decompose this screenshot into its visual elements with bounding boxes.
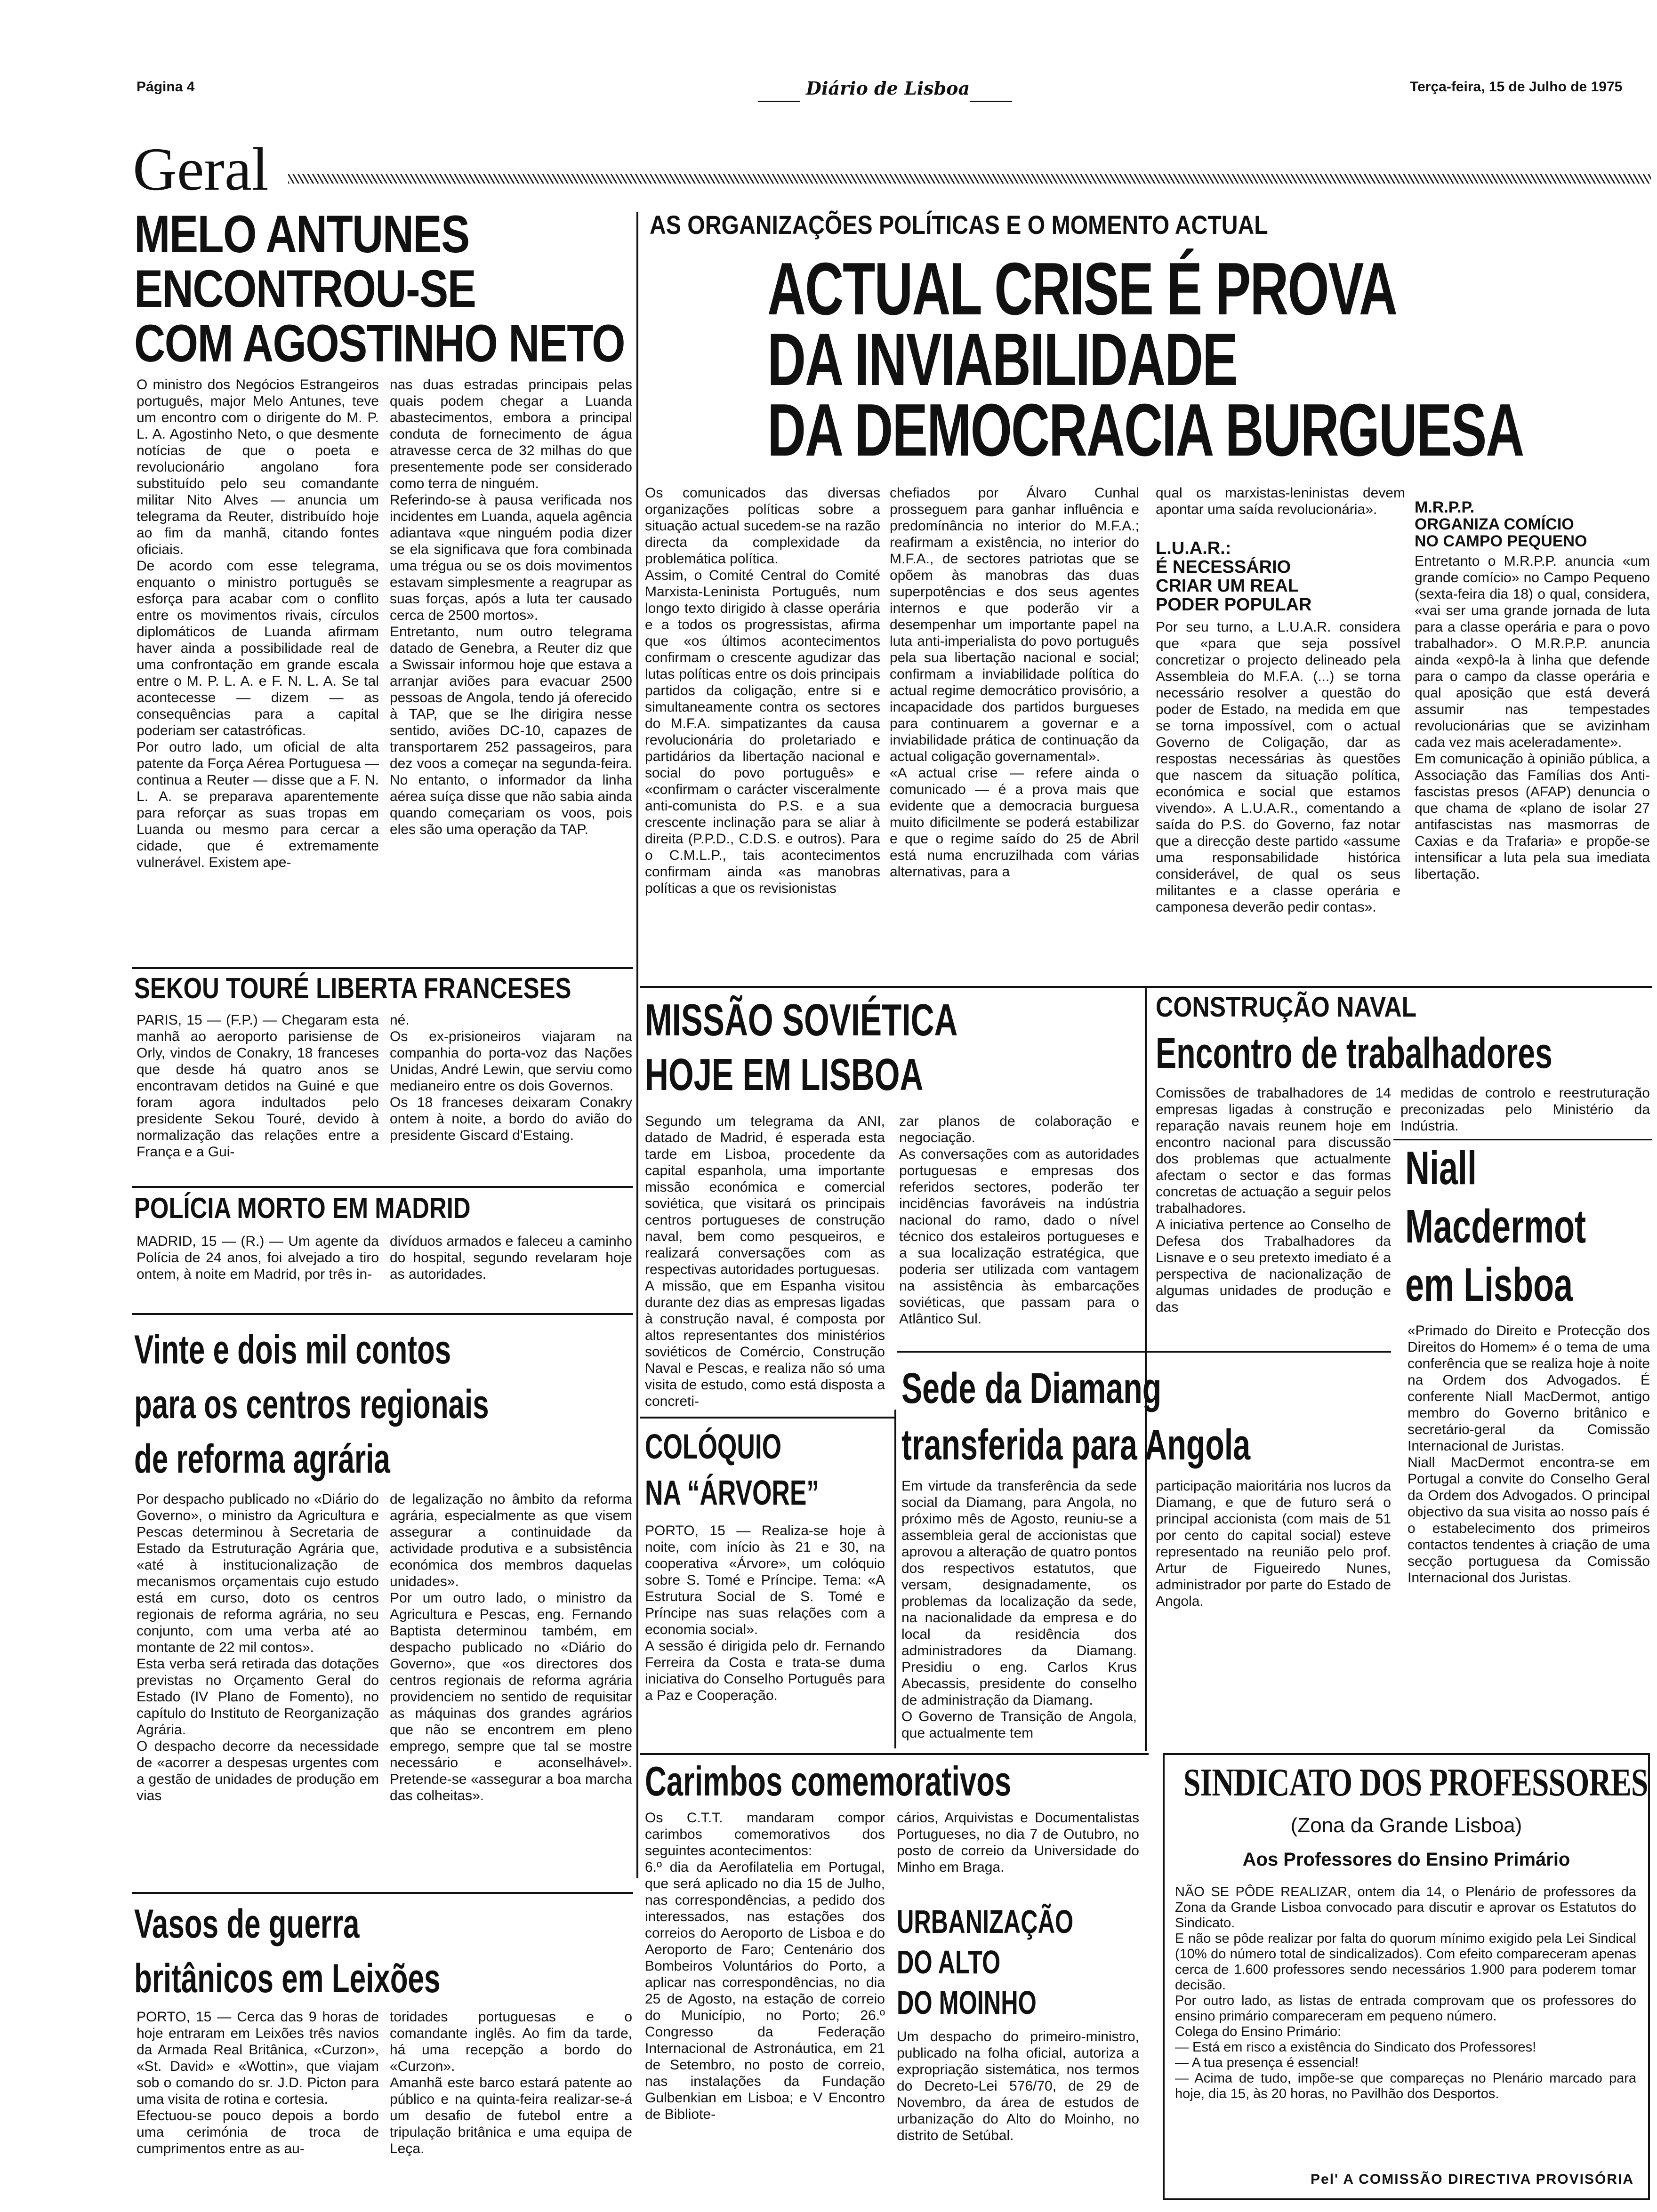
diamang-col2: participação maioritária nos lucros da Diamang, e que de futuro será o principal accionista (com mais de 51 por cento do capital social) esteve representado na reunião pelo prof. Artur de Figueiredo Nunes, administrador por parte do Estado de Angola.: [1156, 1478, 1391, 1609]
sindicato-subtitle2: Aos Professores do Ensino Primário: [1242, 1849, 1570, 1870]
niall-headline: [1405, 1139, 1656, 1314]
carimbos-col1: Os C.T.T. mandaram compor carimbos comemorativos dos seguintes acontecimentos: 6.º dia da Aerofilatelia em Portugal, que será aplicado no dia 15 de Julho, nas correspondências, a pedido dos interessados, nas estações dos correios do Aeroporto de Lisboa e do Aeroporto de Faro; Centenário dos Bombeiros Voluntários do Porto, a aplicar nas correspondências, no dia 25 de Agosto, na estação de correio do Município, no Porto; 26.º Congresso da Federação Internacional de Astronáutica, em 21 de Setembro, no posto de correio, nas instalações da Fundação Gulbenkian em Lisboa; e V Encontro de Bibliote-: [645, 1810, 885, 2122]
vinte-headline-line: de reforma agrária: [134, 1436, 390, 1482]
vasos-headline-line: Vasos de guerra: [134, 1901, 360, 1947]
policia-col1: MADRID, 15 — (R.) — Um agente da Polícia de 24 anos, foi alvejado a tiro ontem, à noite em Madrid, por três in-: [137, 1234, 379, 1282]
vasos-headline-line: britânicos em Leixões: [134, 1956, 441, 2001]
sekou-col2: né. Os ex-prisioneiros viajaram na companhia do porta-voz das Nações Unidas, André Lewin, que serviu como medianeiro entre os dois Governos. Os 18 franceses deixaram Conakry ontem à noite, a bordo do avião do presidente Giscard d'Estaing.: [390, 1012, 632, 1143]
niall-body: «Primado do Direito e Protecção dos Direitos do Homem» é o tema de uma conferência que se realiza hoje à noite na Ordem dos Advogados. É conferente Niall MacDermot, antigo membro do Governo britânico e secretário-geral da Comissão Internacional de Juristas. Niall MacDermot encontra-se em Portugal a convite do Conselho Geral da Ordem dos Advogados. O principal objectivo da sua visita ao nosso país é o estabelecimento dos primeiros contactos tendentes à criação de uma secção portuguesa da Comissão Internacional dos Juristas.: [1408, 1323, 1650, 1586]
coloquio-headline: [645, 1424, 887, 1516]
sindicato-body: NÃO SE PÔDE REALIZAR, ontem dia 14, o Plenário de professores da Zona da Grande Lisboa convocado para discutir e aprovar os Estatutos do Sindicato. E não se pôde realizar por falta do quorum mínimo exigido pela Lei Sindical (10% do número total de sindicalizados). Com efeito compareceram apenas cerca de 1.600 professores sendo necessários 1.900 para poderem tomar decisão. Por outro lado, as listas de entrada comprovam que os professores do ensino primário compareceram em pequeno número. Colega do Ensino Primário: — Está em risco a existência do Sindicato dos Professores! — A tua presença é essencial! — Acima de tudo, impõe-se que compareças no Plenário marcado para hoje, dia 15, às 20 horas, no Pavilhão dos Desportos.: [1175, 1884, 1636, 2101]
vasos-col1: PORTO, 15 — Cerca das 9 horas de hoje entraram em Leixões três navios da Armada Real Britânica, «Curzon», «St. David» e «Wottin», que viajam sob o comando do sr. J.D. Picton para uma visita de rotina e cortesia. Efectuou-se pouco depois a bordo uma cerimónia de troca de cumprimentos entre as au-: [137, 2009, 379, 2156]
sekou-headline: SEKOU TOURÉ LIBERTA FRANCESES: [134, 972, 571, 1005]
construcao-col2: medidas de controlo e reestruturação preconizadas pelo Ministério da Indústria.: [1400, 1085, 1650, 1134]
urbanizacao-headline-line: DO MOINHO: [897, 1984, 1037, 2021]
mrpp-subhead: M.R.P.P. ORGANIZA COMÍCIO NO CAMPO PEQUENO: [1415, 498, 1587, 550]
melo-headline-line: ENCONTROU-SE: [134, 259, 476, 318]
divider: [640, 986, 1652, 988]
urbanizacao-headline-line: DO ALTO: [897, 1944, 1001, 1980]
diamang-col1: Em virtude da transferência da sede social da Diamang, para Angola, no próximo mês de Agosto, reuniu-se a assembleia geral de accionistas que aprovou a alteração de quatro pontos dos respectivos estatutos, que versam, designadamente, os problemas da localização da sede, na nacionalidade da empresa e do local da residência dos administradores da Diamang. Presidiu o eng. Carlos Krus Abecassis, presidente do conselho de administração da Diamang. O Governo de Transição de Angola, que actualmente tem: [901, 1478, 1137, 1741]
missao-headline-line: MISSÃO SOVIÉTICA: [645, 995, 958, 1045]
construcao-col1: Comissões de trabalhadores de 14 empresas ligadas à construção e reparação navais reunem hoje em encontro nacional para discussão dos problemas que actualmente afectam o sector e das formas concretas de actuação a seguir pelos trabalhadores. A iniciativa pertence ao Conselho de Defesa dos Trabalhadores da Lisnave e o seu pretexto imediato é a perspectiva de nacionalização de algumas unidades de produção e das: [1156, 1085, 1391, 1315]
crise-headline: [767, 389, 1657, 472]
crise-kicker: AS ORGANIZAÇÕES POLÍTICAS E O MOMENTO ACTUAL: [650, 210, 1268, 240]
vinte-headline: [134, 1322, 627, 1486]
vasos-headline: [134, 1897, 559, 2006]
masthead: Diário de Lisboa: [806, 78, 970, 99]
urbanizacao-body: Um despacho do primeiro-ministro, publicado na folha oficial, autoriza a expropriação sistemática, nos termos do Decreto-Lei 576/70, de 29 de Novembro, da área de estudos de urbanização do Alto do Moinho, no distrito de Setúbal.: [897, 2029, 1139, 2143]
divider: [132, 967, 633, 969]
missao-headline: [645, 993, 1079, 1102]
urbanizacao-headline: [897, 1901, 1142, 2023]
melo-col1: O ministro dos Negócios Estrangeiros português, major Melo Antunes, teve um encontro com o dirigente do M. P. L. A. Agostinho Neto, o que desmente notícias de que o poeta e revolucionário angolano fora substituído pelo seu comandante militar Nito Alves — anuncia um telegrama da Reuter, distribuído hoje ao fim da manhã, citando fontes oficiais. De acordo com esse telegrama, enquanto o ministro português se esforça para acabar com o conflito entre os movimentos rivais, círculos diplomáticos de Luanda afirmam haver ainda a possibilidade real de uma confrontação em grande escala entre o M. P. L. A. e F. N. L. A. Se tal acontecesse — dizem — as consequências para a capital poderiam ser catastróficas. Por outro lado, um oficial de alta patente da Força Aérea Portuguesa — continua a Reuter — disse que a F. N. L. A. se preparava aparentemente para reforçar as suas tropas em Luanda ou mesmo para cercar a cidade, que é extremamente vulnerável. Existem ape-: [137, 377, 379, 870]
melo-headline-line: COM AGOSTINHO NETO: [134, 314, 625, 373]
melo-headline-line: MELO ANTUNES: [134, 205, 469, 264]
policia-col2: divíduos armados e faleceu a caminho do hospital, segundo revelaram hoje as autoridades.: [390, 1234, 632, 1282]
sekou-col1: PARIS, 15 — (F.P.) — Chegaram esta manhã ao aeroporto parisiense de Orly, vindos de Conakry, 18 franceses que desde há quatro anos se encontravam detidos na Guiné e que foram agora indultados pelo presidente Sekou Touré, devido à normalização das relações entre a França e a Gui-: [137, 1012, 379, 1160]
column-rule: [894, 1410, 896, 1748]
diamang-headline: [901, 1360, 1386, 1473]
sindicato-signature: Pel' A COMISSÃO DIRECTIVA PROVISÓRIA: [1311, 2172, 1634, 2187]
divider: [640, 1417, 894, 1419]
crise-headline-line: DA INVIABILIDADE: [767, 318, 1237, 401]
niall-headline-line: em Lisboa: [1405, 1258, 1573, 1311]
divider: [640, 1753, 1149, 1755]
carimbos-headline: Carimbos comemorativos: [645, 1758, 1012, 1804]
masthead-rule-right: [970, 101, 1012, 102]
crise-headline: [767, 318, 1420, 401]
column-rule: [636, 212, 638, 1878]
sindicato-title: SINDICATO DOS PROFESSORES: [1183, 1761, 1648, 1804]
crise-col2: chefiados por Álvaro Cunhal prosseguem para ganhar influência e predomínância no interior do M.F.A.; reafirmam a existência, no interior do M.F.A., de sectores patriotas que se opõem às manobras das duas superpotências e dos seus agentes internos e que poderão vir a desempenhar um importante papel na luta anti-imperialista do povo português pela sua libertação nacional e social; confirmam a inviabilidade política do actual regime democrático provisório, a incapacidade dos partidos burgueses para continuarem a governar e a inviabilidade prática de continuação da actual coligação governamental». «A actual crise — refere ainda o comunicado — é a prova mais que evidente que a democracia burguesa muito dificilmente se poderá estabilizar e que o regime saído do 25 de Abril está numa encruzilhada com várias alternativas, para a: [890, 485, 1139, 880]
crise-headline-line: DA DEMOCRACIA BURGUESA: [767, 389, 1524, 472]
crise-col1: Os comunicados das diversas organizações políticas sobre a situação actual sucedem-se na razão directa da complexidade da problemática política. Assim, o Comité Central do Comité Marxista-Leninista Português, num longo texto dirigido à classe operária e a todos os progressistas, afirma que «os últimos acontecimentos confirmam o crescente agudizar das lutas políticas entre os dois principais partidos da coligação, entre si e simultaneamente contra os sectores do M.F.A. simpatizantes da causa revolucionária do proletariado e partidários da libertação nacional e social do povo português» e «confirmam o carácter visceralmente anti-comunista do P.S. e a sua crescente inclinação para se aliar à direita (P.P.D., C.D.S. e outros). Para o C.M.L.P., tais acontecimentos confirmam ainda «as manobras políticas a que os revisionistas: [645, 485, 880, 896]
diamang-headline-line: transferida para Angola: [901, 1421, 1251, 1469]
divider: [132, 1186, 633, 1188]
crise-col4: Entretanto o M.R.P.P. anuncia «um grande comício» no Campo Pequeno (sexta-feira dia 18) o qual, considera, «vai ser uma grande jornada de luta para a classe operária e para o povo trabalhador». O M.R.P.P. anuncia ainda «expô-la à linha que defende para o campo da classe operária e qual aposição que está deverá assumir nas tempestades revolucionárias que se avizinham cada vez mais aceleradamente». Em comunicação à opinião pública, a Associação das Famílias dos Anti-fascistas presos (AFAP) denuncia o que chama de «plano de isolar 27 antifascistas nas masmorras de Caxias e da Trafaria» e propõe-se intensificar a luta pela sua imediata libertação.: [1415, 553, 1650, 882]
construcao-kicker: CONSTRUÇÃO NAVAL: [1156, 991, 1417, 1023]
crise-headline-line: ACTUAL CRISE É PROVA: [767, 248, 1397, 330]
coloquio-body: PORTO, 15 — Realiza-se hoje à noite, com início às 21 e 30, na cooperativa «Árvore», um colóquio sobre S. Tomé e Príncipe. Tema: «A Estrutura Social de S. Tomé e Príncipe nas suas relações com a economia social». A sessão é dirigida pelo dr. Fernando Ferreira da Costa e trata-se duma iniciativa do Conselho Português para a Paz e Cooperação.: [645, 1523, 885, 1703]
crise-col3-top: qual os marxistas-leninistas devem apontar uma saída revolucionária».: [1156, 485, 1405, 517]
luar-subhead: L.U.A.R.: É NECESSÁRIO CRIAR UM REAL PODER POPULAR: [1156, 538, 1312, 615]
carimbos-col2: cários, Arquivistas e Documentalistas Portugueses, no dia 7 de Outubro, no posto de correio da Universidade do Minho em Braga.: [897, 1810, 1139, 1875]
sindicato-subtitle: (Zona da Grande Lisboa): [1290, 1814, 1522, 1837]
policia-headline: POLÍCIA MORTO EM MADRID: [134, 1192, 471, 1225]
niall-headline-line: Niall: [1405, 1142, 1477, 1194]
melo-col2: nas duas estradas principais pelas quais podem chegar a Luanda abastecimentos, embora a principal conduta de fornecimento de água atravesse cerca de 32 milhas do que presentemente pode ser considerado como terra de ninguém. Referindo-se à pausa verificada nos incidentes em Luanda, aquela agência adiantava «que ninguém podia dizer se ela significava que fora combinada uma trégua ou se os dois movimentos estavam simplesmente a reagrupar as suas forças, após a luta ter causado cerca de 2500 mortos». Entretanto, num outro telegrama datado de Genebra, a Reuter diz que a Swissair informou hoje que estava a arranjar aviões para evacuar 2500 pessoas de Angola, tendo já oferecido à TAP, que se lhe dirigira nesse sentido, aviões DC-10, capazes de transportarem 252 passageiros, para dez voos a começar na segunda-feira. No entanto, o informador da linha aérea suíça disse que não sabia ainda quando começariam os voos, pois eles são uma operação da TAP.: [390, 377, 632, 837]
section-title: Geral: [133, 136, 269, 203]
vasos-col2: toridades portuguesas e o comandante inglês. Ao fim da tarde, há uma recepção a bordo do «Curzon». Amanhã este barco estará patente ao público e na quinta-feira realizar-se-á um desafio de futebol entre a tripulação britânica e uma equipa de Leça.: [390, 2009, 632, 2156]
vinte-col2: de legalização no âmbito da reforma agrária, especialmente as que visem assegurar a continuidade da actividade produtiva e a subsistência económica dos membros daquelas unidades». Por um outro lado, o ministro da Agricultura e Pescas, eng. Fernando Baptista determinou também, em despacho publicado no «Diário do Governo», que «os directores dos centros regionais de reforma agrária providenciem no sentido de requisitar as máquinas dos grandes agrários que não se encontrem em pleno emprego, sempre que tal se mostre necessário e aconselhável». Pretende-se «assegurar a boa marcha das colheitas».: [390, 1491, 632, 1803]
missao-col1: Segundo um telegrama da ANI, datado de Madrid, é esperada esta tarde em Lisboa, procedente da capital espanhola, uma importante missão económica e comercial soviética, que visitará os principais centros portugueses de construção naval, bem como pesqueiros, e realizará conversações com as respectivas autoridades portuguesas. A missão, que em Espanha visitou durante dez dias as empresas ligadas à construção naval, é composta por altos representantes dos ministérios soviéticos de Comércio, Construção Naval e Pescas, e realiza não só uma visita de estudo, como está disposta a concreti-: [645, 1114, 885, 1409]
divider: [132, 1313, 633, 1315]
divider: [132, 1892, 633, 1894]
page-date: Terça-feira, 15 de Julho de 1975: [1410, 79, 1623, 95]
coloquio-headline-line: COLÓQUIO: [645, 1427, 782, 1466]
missao-col2: zar planos de colaboração e negociação. As conversações com as autoridades portuguesas e empresas dos referidos sectores, poderão ter incidências favoráveis na indústria nacional do ramo, dado o nível técnico dos estaleiros portugueses e a sua localização estratégica, que poderia ser utilizada com vantagem na assistência às embarcações soviéticas, que passam para o Atlântico Sul.: [899, 1114, 1139, 1327]
crise-col3: Por seu turno, a L.U.A.R. considera que «para que seja possível concretizar o projecto delineado pela Assembleia do M.F.A. (...) se torna necessário resolver a questão do poder de Estado, na medida em que se torna impossível, com o actual Governo de Coligação, dar as respostas necessárias às questões que nascem da situação política, económica e social que estamos vivendo». A L.U.A.R., comentando a saída do P.S. do Governo, faz notar que a direcção deste partido «assume uma responsabilidade histórica considerável, de qual os seus militantes e a classe operária e camponesa deverão pedir contas».: [1156, 619, 1400, 915]
divider: [897, 1351, 1391, 1353]
page-number: Página 4: [137, 79, 195, 95]
niall-headline-line: Macdermot: [1405, 1200, 1586, 1253]
vinte-headline-line: para os centros regionais: [134, 1382, 489, 1427]
missao-headline-line: HOJE EM LISBOA: [645, 1050, 924, 1100]
diamang-headline-line: Sede da Diamang: [901, 1364, 1162, 1412]
urbanizacao-headline-line: URBANIZAÇÃO: [897, 1903, 1074, 1940]
melo-headline: [134, 207, 732, 371]
sindicato-box: [1163, 1753, 1650, 2200]
vinte-headline-line: Vinte e dois mil contos: [134, 1327, 451, 1372]
coloquio-headline-line: NA “ÁRVORE”: [645, 1473, 820, 1512]
section-hatch: [288, 174, 1651, 184]
masthead-rule-left: [758, 101, 800, 102]
vinte-col1: Por despacho publicado no «Diário do Governo», o ministro da Agricultura e Pescas determinou à Secretaria de Estado da Estruturação Agrária que, «até à institucionalização de mecanismos orçamentais cujo estudo está em curso, doto os centros regionais de reforma agrária, no seu conjunto, com uma verba até ao montante de 22 mil contos». Esta verba será retirada das dotações previstas no Orçamento Geral do Estado (IV Plano de Fomento), no capítulo do Instituto de Reorganização Agrária. O despacho decorre da necessidade de «acorrer a despesas urgentes com a gestão de unidades de produção em vias: [137, 1491, 379, 1803]
construcao-headline: Encontro de trabalhadores: [1156, 1029, 1552, 1077]
crise-headline: [767, 248, 1641, 330]
